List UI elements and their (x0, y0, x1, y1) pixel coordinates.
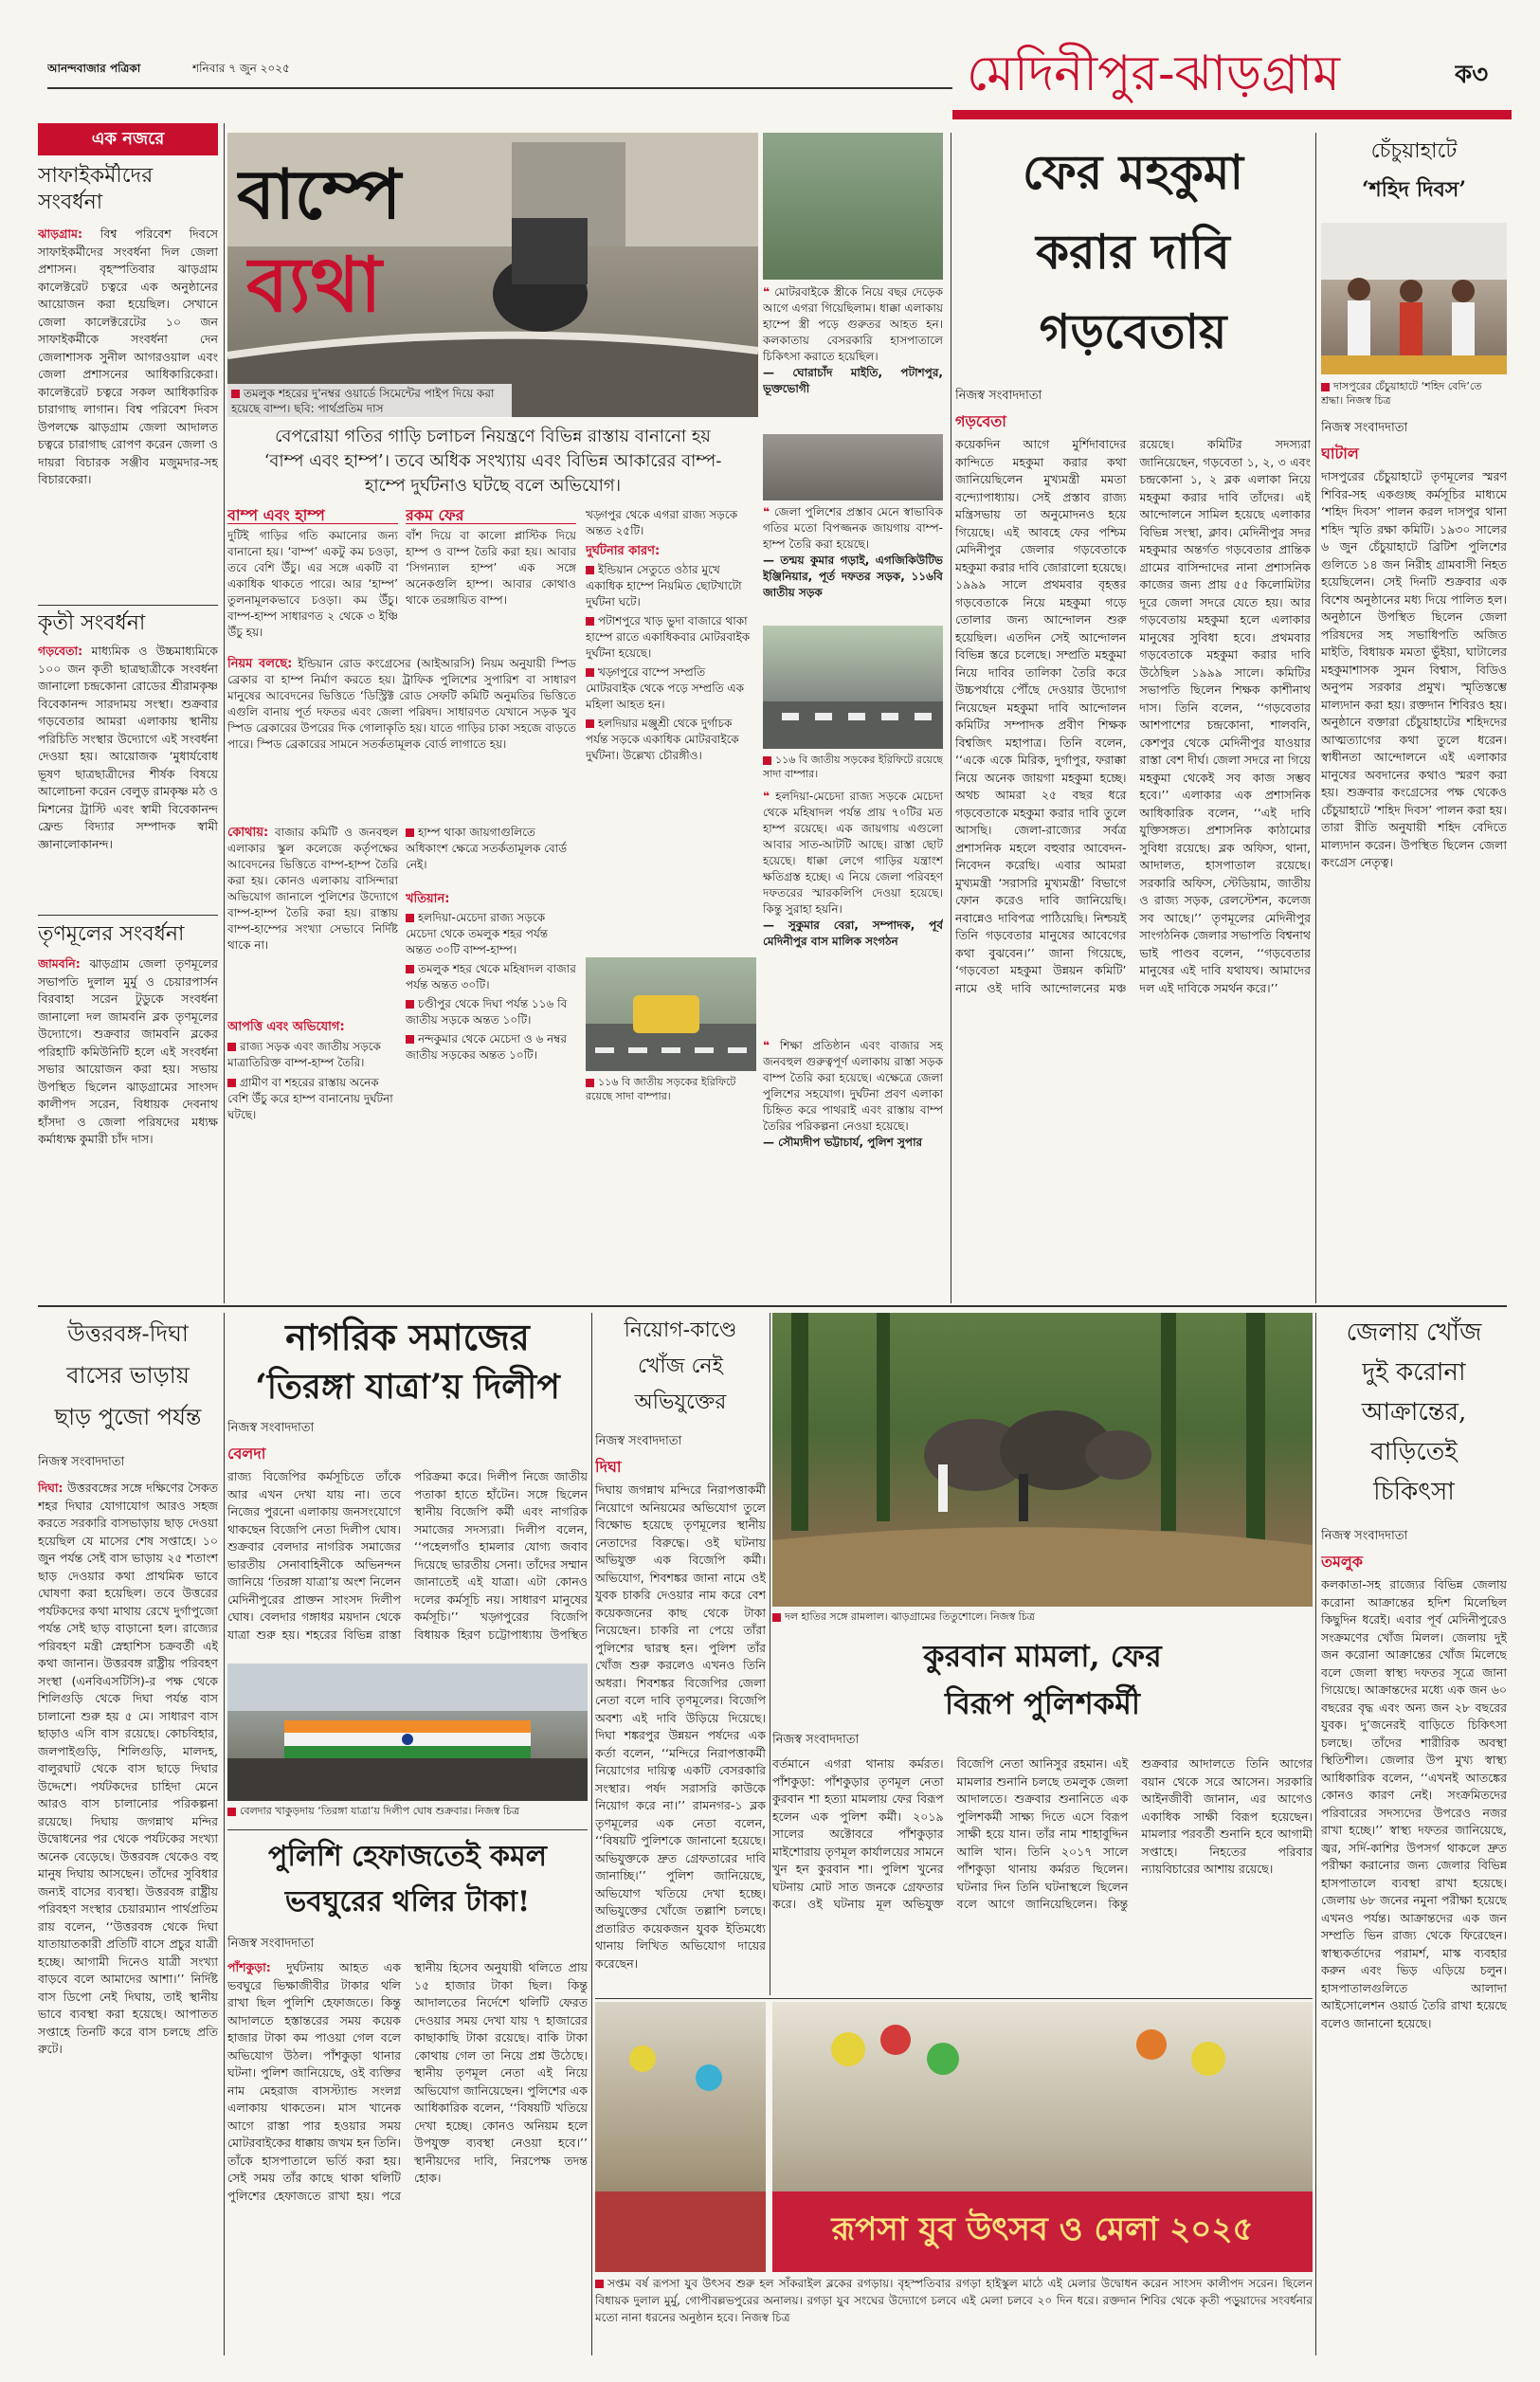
headline-line: বিরূপ পুলিশকর্মী (944, 1685, 1141, 1721)
quote-photo (763, 434, 943, 500)
quote-text: জেলা পুলিশের প্রস্তাব মেনে স্বাভাবিক গতির মতো বিপজ্জনক জায়গায় বাম্প-হাম্প তৈরি করা হয়েছে। (763, 505, 943, 551)
info-box-bump-hump (227, 507, 398, 649)
byline: নিজস্ব সংবাদদাতা (227, 1937, 315, 1951)
column-rule (1315, 133, 1316, 1303)
chechuahat-caption (1321, 379, 1507, 413)
quote-1 (763, 284, 943, 431)
garhbeta-headline (955, 133, 1311, 379)
accident-item (586, 716, 756, 764)
festival-side-photo (595, 2002, 766, 2272)
brief-body (38, 955, 218, 1297)
accident-item (586, 562, 756, 610)
masthead-rule (47, 87, 952, 89)
caption-text: তমলুক শহরের দু'নম্বর ওয়ার্ডে সিমেন্টের পাইপ দিয়ে করা হয়েছে বাম্প। ছবি: পার্থপ্রতিম দাস (231, 387, 495, 415)
info-box-text: বাঁশ দিয়ে বা কালো প্লাস্টিক দিয়ে হাম্প ও বাম্প তৈরি করা হয়। আবার ‘সিগন্যাল হাম্প’ এক সঙ্গে অনেকগুলি হাম্প। আবার কোথাও থাকে তরঙ্গায়িত বাম্প। (406, 529, 576, 607)
brief-place: গড়বেতা: (38, 644, 83, 658)
niyog-body: দিঘায় জগন্নাথ মন্দিরে নিরাপত্তাকর্মী নিয়োগে অনিয়মের অভিযোগ তুলে বিক্ষোভ হয়েছে তৃণমূলের স্থানীয় নেতাদের বিরুদ্ধে। ওই ঘটনায় অভিযুক্ত এক বিজেপি কর্মী। অভিযোগ, শিবশঙ্কর জানা নামে ওই যুবক চাকরি দেওয়ার নাম করে বেশ কয়েকজনের কাছ থেকে টাকা নিয়েছেন। চাকরি না পেয়ে তাঁরা পুলিশের দ্বারস্থ হন। পুলিশ তাঁর খোঁজ শুরু করলেও এখনও তিনি অধরা। শিবশঙ্কর বিজেপির জেলা নেতা বলে দাবি তৃণমূলের। বিজেপি অবশ্য এই দাবি উড়িয়ে দিয়েছে। দিঘা শঙ্করপুর উন্নয়ন পর্ষদের এক কর্তা বলেন, ‘‘মন্দিরে নিরাপত্তাকর্মী নিয়োগের দায়িত্ব একটি বেসরকারি সংস্থার। পর্ষদ সরাসরি কাউকে নিয়োগ করে না।’’ রামনগর-১ ব্লক তৃণমূলের এক নেতা বলেন, ‘‘বিষয়টি পুলিশকে জানানো হয়েছে। অভিযুক্তকে দ্রুত গ্রেফতারের দাবি জানাচ্ছি।’’ পুলিশ জানিয়েছে, অভিযোগ খতিয়ে দেখা হচ্ছে। অভিযুক্তের খোঁজে তল্লাশি চলছে। প্রতারিত কয়েকজন যুবক ইতিমধ্যে থানায় লিখিত অভিযোগ দায়ের করেছেন। (595, 1482, 766, 1971)
column-rule (1315, 1313, 1316, 2355)
niyog-headline (595, 1313, 766, 1427)
survey-text: নন্দকুমার থেকে মেচেদা ও ৬ নম্বর জাতীয় সড়কের অন্তত ১০টি। (406, 1032, 567, 1062)
info-box-title: বাম্প এবং হাম্প (227, 507, 398, 524)
quote-byline: — সৌম্যদীপ ভট্টাচার্য, পুলিশ সুপার (763, 1136, 923, 1149)
elephant-caption (772, 1609, 1313, 1628)
rules-text: ইন্ডিয়ান রোড কংগ্রেসের (আইআরসি) নিয়ম অনুযায়ী স্পিড ব্রেকার বা হাম্প নির্মাণ করতে হয়। ট্রাফিক পুলিশের সুপারিশ বা সাধারণ মানুষের আবেদনের ভিত্তিতে ‘ডিস্ট্রিক্ট রোড সেফটি কমিটি অনুমতির ভিত্তিতে এগুলি বানায় পূর্ত দফতর এবং জেলা পরিষদ। সাধারণত যেখানে সড়ক খুব স্পিড ব্রেকারের উপরের দিক গোলাকৃতি হয়। যাতে গাড়ির চাকা সহজে বাড়তে পারে। স্পিড ব্রেকারের সামনে সতর্কতামূলক বোর্ড লাগাতে হয়। (227, 657, 576, 751)
where-paragraph (227, 825, 398, 1014)
objection-item (227, 1075, 398, 1123)
road-photo-caption (763, 753, 943, 787)
headline-line: কুরবান মামলা, ফের (923, 1638, 1162, 1674)
tribute-illustration (1321, 223, 1507, 374)
quote-byline: — ঘোরাচাঁদ মাইতি, পটাশপুর, ভূক্তভোগী (763, 366, 943, 395)
info-box-text: দুটিই গাড়ির গতি কমানোর জন্য বানানো হয়। ‘বাম্প’ একটু কম চওড়া, তবে বেশি উঁচু। এর সঙ্গে একটি বা একাধিক থাকতে পারে। আর ‘হাম্প’ তুলনামূলকভাবে চওড়া। কম উঁচু। বাম্প-হাম্প সাধারণত ২ থেকে ৩ ইঞ্চি উঁচু হয়। (227, 529, 398, 639)
headline-line: চিকিৎসা (1373, 1478, 1455, 1506)
festival-banner: রূপসা যুব উৎসব ও মেলা ২০২৫ (831, 2210, 1254, 2248)
accident-text: খড়্গপুরে বাম্পে সম্প্রতি মোটরবাইক থেকে পড়ে সম্প্রতি এক মহিলা আহত হন। (586, 665, 745, 711)
survey-item (406, 910, 576, 958)
caption-text: বেলদার খাকুড়দায় ‘তিরঙ্গা যাত্রা’য় দিলীপ ঘোষ শুক্রবার। নিজস্ব চিত্র (240, 1805, 520, 1817)
survey-label: খতিয়ান: (406, 892, 450, 906)
section-title: মেদিনীপুর-ঝাড়গ্রাম (967, 45, 1341, 102)
headline-line: অভিযুক্তের (634, 1391, 727, 1414)
bump-story (227, 133, 948, 1299)
brief-body (38, 226, 218, 605)
caption-text: ১১৬ বি জাতীয় সড়কের ইরিফিটে রয়েছে সাদা বাম্পার। (586, 1076, 736, 1102)
dateline: ঘাটাল (1321, 445, 1359, 463)
accident-list (586, 507, 756, 953)
quote-byline: — তন্ময় কুমার গড়াই, এগজিকিউটিভ ইঞ্জিনিয়ার, পূর্ত দফতর সড়ক, ১১৬বি জাতীয় সড়ক (763, 554, 943, 599)
headline-line: চেঁচুয়াহাটে (1370, 139, 1458, 163)
ek-najare-column (38, 123, 218, 1303)
byline: নিজস্ব সংবাদদাতা (772, 1733, 860, 1747)
caption-text: সপ্তম বর্ষ রূপসা যুব উৎসব শুরু হল সাঁকরাইল ব্লকের রগড়ায়। বৃহস্পতিবার রগড়া হাইস্কুল মাঠে এই মেলার উদ্বোধন করেন সাংসদ কালীপদ সরেন। ছিলেন বিধায়ক দুলাল মুর্মু, গোপীবল্লভপুরের অনালয়। রগড়া যুব সংঘের উদ্যোগে চলবে এই মেলা চলবে ২০ দিন ধরে। রক্তদান শিবির থেকে কৃতী পড়ুয়াদের সংবর্ধনার মতো নানা ধরনের অনুষ্ঠান হবে। নিজস্ব চিত্র (595, 2277, 1313, 2324)
headline-line: ছাড় পুজো পর্যন্ত (54, 1404, 202, 1430)
column-rule (224, 1313, 225, 2355)
quote-byline: — সুকুমার বেরা, সম্পাদক, পূর্ব মেদিনীপুর বাস মালিক সংগঠন (763, 918, 943, 948)
objection-text: গ্রামীণ বা শহরের রাস্তায় অনেক বেশি উঁচু করে হাম্প বানানোয় দুর্ঘটনা ঘটছে। (227, 1076, 393, 1121)
survey-item (406, 961, 576, 993)
rules-paragraph (227, 656, 576, 817)
caption-text: দল হাতির সঙ্গে রামলাল। ঝাড়গ্রামের তিতুশোলে। নিজস্ব চিত্র (785, 1610, 1035, 1623)
corona-headline (1321, 1313, 1507, 1521)
headline-line: ফের মহকুমা (1022, 144, 1243, 200)
brief-text: মাধ্যমিক ও উচ্চমাধ্যমিকে ১০০ জন কৃতী ছাত্রছাত্রীকে সংবর্ধনা জানালো চন্দ্রকোনা রোডের শ্রীরামকৃষ্ণ বিবেকানন্দ সারদাময় সংস্থা। শুক্রবার গড়বেতার আমরা এলাকায় স্থানীয় পরিচিতি সংস্থার উদ্যোগে এই সংবর্ধনা দেওয়া হয়। আয়োজক ‘মুধার্যবোধ ভূষণ ছাত্রছাত্রীদের শীর্ষক বিষয়ে আলোচনা করেন বেলুড় রামকৃষ্ণ মঠ ও মিশনের ট্রাস্টি এবং স্বামী বিবেকানন্দ ফ্রেন্ড বিদ্যার সম্পাদক স্বামী জ্ঞানালোকানন্দ। (38, 644, 218, 851)
section-divider (227, 1829, 588, 1830)
bullet-marker (227, 1043, 236, 1051)
brief-text: ঝাড়গ্রাম জেলা তৃণমূলের সভাপতি দুলাল মুর্মু ও চেয়ারপার্সন বিরবাহা সরেন টুডুকে সংবর্ধনা জানালো দল জামবনি ব্লক তৃণমূলের উদ্যোগে। শুক্রবার জামবনি ব্লকের পরিহাটি কমিউনিটি হলে এই সংবর্ধনা সভার আয়োজন করা হয়। সভায় উপস্থিত ছিলেন ঝাড়গ্রামের সাংসদ কালীপদ সরেন, বিধায়ক দেবনাথ হাঁসদা ও জেলা পরিষদের মধ্যক্ষ কর্মাধ্যক্ষ কুমারী চাঁদ দাস। (38, 956, 218, 1146)
byline: নিজস্ব সংবাদদাতা (38, 1455, 125, 1469)
car-bump-illustration (586, 957, 756, 1071)
elephant-herd-illustration (772, 1313, 1313, 1607)
uttarbanga-body (38, 1480, 218, 2352)
bullet-marker (586, 719, 594, 728)
bullet-marker (406, 965, 414, 973)
quote-4 (763, 1038, 943, 1284)
accident-text: হলদিয়ার মঞ্জুশ্রী থেকে দুর্গাচক পর্যন্ত সড়কে একাধিক মোটরবাইকে দুর্ঘটনা। উল্লেখ্য চৌরঙ্গীও। (586, 717, 739, 762)
car-photo (586, 957, 756, 1071)
section-divider (38, 1305, 1507, 1307)
qurban-headline (772, 1632, 1313, 1727)
quote-text: মোটরবাইকে স্ত্রীকে নিয়ে বছর দেড়েক আগে এগরা গিয়েছিলাম। ধাক্কা এলাকায় হাম্পে স্ত্রী পড়ে গুরুতর আহত হন। কলকাতায় বেসরকারি হাসপাতালে চিকিৎসা করাতে হয়েছিল। (763, 285, 943, 363)
body-text: উত্তরবঙ্গের সঙ্গে দক্ষিণের সৈকত শহর দিঘার যোগাযোগ আরও সহজ করতে সরকারি বাসভাড়ায় ছাড় দেওয়া হয়েছিল যে মাসের শেষ সপ্তাহে। ১০ জুন পর্যন্ত সেই বাস ভাড়ায় ২৫ শতাংশ ছাড় দেওয়ার কথা প্রাথমিক ভাবে ঘোষণা করা হয়েছিল। তবে উত্তরের পর্যটকদের কথা মাথায় রেখে দুর্গাপুজো পর্যন্ত সেই ছাড় বাড়ানো হল। রাজ্যের পরিবহণ মন্ত্রী স্নেহাশিস চক্রবর্তী এই কথা জানান। উত্তরবঙ্গ রাষ্ট্রীয় পরিবহণ সংস্থা (এনবিএসটিসি)-র পক্ষ থেকে শিলিগুড়ি থেকে দিঘা পর্যন্ত বাস চালানো শুরু হয় ৫ মে। সাধারণ বাস ছাড়াও এসি বাস রয়েছে। কোচবিহার, জলপাইগুড়ি, শিলিগুড়ি, মালদহ, বালুরঘাট থেকে বাস ছাড়ে দিঘার উদ্দেশে। পর্যটকদের চাহিদা মেনে আরও বাস চালানোর পরিকল্পনা রয়েছে। দিঘায় জগন্নাথ মন্দির উদ্বোধনের পর থেকে পর্যটকের সংখ্যা অনেক বেড়েছে। উত্তরবঙ্গ থেকেও বহু মানুষ দিঘায় আসছেন। তাঁদের সুবিধার জন্যই বাসের ব্যবস্থা। উত্তরবঙ্গ রাষ্ট্রীয় পরিবহণ সংস্থার চেয়ারম্যান পার্থপ্রতিম রায় বলেন, ‘‘উত্তরবঙ্গ থেকে দিঘা যাতায়াতকারী প্রতিটি বাসে প্রচুর যাত্রী হচ্ছে। আগামী দিনেও যাত্রী সংখ্যা বাড়বে বলে আমাদের আশা।’’ নির্দিষ্ট বাস ডিপো নেই দিঘায়, তাই স্থানীয় ভাবে ব্যবস্থা করা হয়েছে। আপাতত সপ্তাহে তিনটি করে বাস চলছে প্রতি রুটে। (38, 1481, 218, 2056)
dateline: গড়বেতা (955, 412, 1006, 430)
road-photo (763, 626, 943, 749)
byline: নিজস্ব সংবাদদাতা (227, 1421, 315, 1435)
tiranga-caption (227, 1804, 588, 1823)
bullet-marker (586, 668, 594, 677)
bullet-marker (227, 1079, 236, 1087)
where-text: বাজার কমিটি ও জনবহুল এলাকার স্কুল কলেজে কর্তৃপক্ষের আবেদনের ভিত্তিতে বাম্প-হাম্প তৈরি করা হয়। কোনও এলাকায় বাসিন্দারা অভিযোগ জানালে পুলিশের উদ্যোগে বাম্প-হাম্প তৈরি করা হয়। রাস্তায় বাম্প-হাম্পের সংখ্যা সেভাবে নির্দিষ্ট থাকে না। (227, 826, 398, 952)
divider (38, 605, 218, 606)
headline-line: পুলিশি হেফাজতেই কমল (267, 1840, 548, 1873)
survey-list (406, 891, 576, 1270)
bullet-marker (586, 617, 594, 626)
objections-label: আপত্তি এবং অভিযোগ: (227, 1020, 345, 1034)
caption-marker (595, 2280, 604, 2288)
tiranga-photo (227, 1664, 588, 1801)
tiranga-body: রাজ্য বিজেপির কর্মসূচিতে তাঁকে আর এখন দেখা যায় না। তবে নিজের পুরনো এলাকায় জনসংযোগে থাকছেন বিজেপি নেতা দিলীপ ঘোষ। শুক্রবার বেলদার নাগরিক সমাজের ভারতীয় সেনাবাহিনীকে অভিনন্দন জানিয়ে ‘তিরঙ্গা যাত্রা’য় অংশ নিলেন মেদিনীপুরের প্রাক্তন সাংসদ দিলীপ ঘোষ। বেলদার গঙ্গাধর ময়দান থেকে যাত্রা শুরু হয়। শহরের বিভিন্ন রাস্তা পরিক্রমা করে। দিলীপ নিজে জাতীয় পতাকা হাতে হাঁটেন। সঙ্গে ছিলেন স্থানীয় বিজেপি কর্মী এবং নাগরিক সমাজের সদস্যরা। দিলীপ বলেন, ‘‘পহেলগাঁও হামলার যোগ্য জবাব দিয়েছে ভারতীয় সেনা। তাঁদের সম্মান জানাতেই এই যাত্রা। এটা কোনও দলের কর্মসূচি নয়। সাধারণ মানুষের কর্মসূচি।’’ খড়্গপুরের বিজেপি বিধায়ক হিরণ চট্টোপাধ্যায় উপস্থিত (227, 1469, 588, 1642)
corona-body: কলকাতা-সহ রাজ্যের বিভিন্ন জেলায় করোনা আক্রান্তের হদিশ মিলেছিল কিছুদিন ধরেই। এবার পূর্ব মেদিনীপুরেও সংক্রমণের খোঁজ মিলল। জেলায় দুই জন করোনা আক্রান্তের খোঁজ মিলেছে বলে জেলা স্বাস্থ্য দফতর সূত্রে জানা গিয়েছে। আক্রান্তদের মধ্যে এক জন ৬০ বছরের বৃদ্ধ এবং অন্য জন ২৮ বছরের যুবক। দু’জনেরই বাড়িতে চিকিৎসা চলছে। তাঁদের শারীরিক অবস্থা স্থিতিশীল। জেলার উপ মুখ্য স্বাস্থ্য আধিকারিক বলেন, ‘‘এখনই আতঙ্কের কোনও কারণ নেই। সংক্রমিতদের পরিবারের সদস্যদের উপরেও নজর রাখা হচ্ছে।’’ স্বাস্থ্য দফতর জানিয়েছে, জ্বর, সর্দি-কাশির উপসর্গ থাকলে দ্রুত পরীক্ষা করানোর জন্য জেলার বিভিন্ন হাসপাতালে ব্যবস্থা রাখা হয়েছে। জেলায় ৬৮ জনের নমুনা পরীক্ষা হয়েছে এখনও পর্যন্ত। আক্রান্তদের এক জন সম্প্রতি ভিন রাজ্য থেকে ফিরেছেন। স্বাস্থ্যকর্তাদের পরামর্শ, মাস্ক ব্যবহার করুন এবং ভিড় এড়িয়ে চলুন। হাসপাতালগুলিতে আলাদা আইসোলেশন ওয়ার্ড তৈরি রাখা হয়েছে বলেও জানানো হয়েছে। (1321, 1577, 1507, 2030)
headline-line: ভবঘুরের থলির টাকা! (284, 1885, 531, 1918)
survey-text: খড়্গপুর থেকে এগরা রাজ্য সড়কে অন্তত ২৫টি। (586, 508, 738, 537)
headline-line: করার দাবি (1036, 224, 1230, 280)
headline-line: খোঁজ নেই (638, 1355, 723, 1378)
survey-item (586, 507, 756, 539)
page-number: ক৩ (1455, 61, 1489, 89)
accident-item (586, 613, 756, 662)
quote-text: হলদিয়া-মেচেদা রাজ্য সড়কে মেচেদা থেকে মহিষাদল পর্যন্ত প্রায় ৭০টির মত হাম্প রয়েছে। এক জায়গায় এগুলো আবার সাত-আটটি আছে। রাস্তা ছোট হয়েছে। ধাক্কা লেগে গাড়ির যন্ত্রাংশ ক্ষতিগ্রস্ত হচ্ছে। এ নিয়ে জেলা পরিবহণ দফতরের স্মারকলিপি দেওয়া হয়েছে। কিন্তু সুরাহা হয়নি। (763, 790, 943, 916)
survey-text: চণ্ডীপুর থেকে দিঘা পর্যন্ত ১১৬ বি জাতীয় সড়কে অন্তত ১০টি। (406, 997, 568, 1027)
police-headline (227, 1834, 588, 1929)
byline: নিজস্ব সংবাদদাতা (1321, 1529, 1408, 1543)
survey-text: হলদিয়া-মেচেদা রাজ্য সড়কে মেচেদা থেকে তমলুক শহর পর্যন্ত অন্তত ৩০টি বাম্প-হাম্প। (406, 911, 549, 956)
headline-line: আক্রান্তের, (1361, 1398, 1467, 1427)
headline-line: উত্তরবঙ্গ-দিঘা (67, 1320, 189, 1347)
caption-marker (772, 1613, 781, 1622)
info-box-title: রকম ফের (406, 507, 576, 524)
tiranga-story (227, 1313, 588, 1825)
bullet-marker (406, 1035, 414, 1044)
headline-line: গড়বেতায় (1039, 303, 1227, 359)
quote-3 (763, 789, 943, 1035)
bullet-marker (586, 566, 594, 574)
board-note (406, 825, 576, 882)
accident-label: দুর্ঘটনার কারণ: (586, 544, 661, 558)
caption-marker (763, 756, 771, 765)
ek-najare-label: এক নজরে (38, 123, 218, 155)
info-box-types (406, 507, 576, 649)
dateline: পাঁশকুড়া: (227, 1960, 271, 1974)
byline: নিজস্ব সংবাদদাতা (1321, 421, 1408, 435)
paper-name: আনন্দবাজার পত্রিকা (47, 62, 141, 75)
objection-item (227, 1039, 398, 1071)
quote-icon: ❝ (763, 505, 774, 518)
chechuahat-photo (1321, 223, 1507, 374)
issue-date: শনিবার ৭ জুন ২০২৫ (192, 62, 290, 75)
headline-line: ‘শহিদ দিবস’ (1361, 177, 1467, 202)
objections-list (227, 1019, 398, 1275)
quote-2 (763, 504, 943, 618)
byline: নিজস্ব সংবাদদাতা (595, 1434, 682, 1448)
section-red-bar (952, 110, 1512, 119)
tiranga-headline-2: ‘তিরঙ্গা যাত্রা’য় দিলীপ (255, 1367, 560, 1407)
caption-marker (227, 1808, 236, 1816)
bump-photo-caption (227, 384, 512, 418)
accident-text: ইন্ডিয়ান সেতুতে ওঠার মুখে একাধিক হাম্পে নিয়মিত ছোটখাটো দুর্ঘটনা ঘটে। (586, 563, 742, 609)
where-label: কোথায়: (227, 826, 269, 840)
corona-story (1321, 1313, 1507, 2355)
uttarbanga-headline (38, 1313, 218, 1446)
brief-title: কৃতী সংবর্ধনা (38, 611, 146, 635)
brief-place: জামবনি: (38, 956, 81, 971)
car-photo-caption (586, 1075, 756, 1109)
quote-icon: ❝ (763, 790, 776, 803)
headline-line: জেলায় খোঁজ (1346, 1318, 1482, 1347)
caption-marker (586, 1079, 594, 1087)
bullet-marker (406, 828, 414, 837)
qurban-story (772, 1632, 1313, 1997)
masthead (0, 0, 1540, 128)
dateline: তমলুক (1321, 1553, 1364, 1571)
brief-text: বিশ্ব পরিবেশ দিবসে সাফাইকর্মীদের সংবর্ধনা দিল জেলা প্রশাসন। বৃহস্পতিবার ঝাড়গ্রাম কালেক্টরেট চত্বরে এক অনুষ্ঠানের আয়োজন করা হয়েছিল। সেখানে জেলা কালেক্টরেটের ১০ জন সাফাইকর্মীকে সংবর্ধনা দেন জেলাশাসক সুনীল আগরওয়াল এবং জেলা প্রশাসনের আধিকারিকেরা। কালেক্টরেট চত্বরে সকল আধিকারিক চারাগাছ লাগান। বিশ্ব পরিবেশ দিবস উপলক্ষে ঝাড়গ্রাম জেলা আদালত চত্বরে চারাগাছ রোপণ করেন জেলা ও দায়রা বিচারক সঞ্জীব মজুমদার-সহ বিচারকেরা। (38, 227, 218, 486)
bump-deck: বেপরোয়া গতির গাড়ি চলাচল নিয়ন্ত্রণে বিভিন্ন রাস্তায় বানানো হয় ‘বাম্প এবং হাম্প’। তবে অধিক সংখ্যায় এবং বিভিন্ন আকারের বাম্প-হাম্পে দুর্ঘটনাও ঘটছে বলে অভিযোগ। (263, 427, 722, 496)
headline-line: নিয়োগ-কাণ্ডে (624, 1318, 737, 1342)
police-body (227, 1959, 588, 2348)
body-text: দুর্ঘটনায় আহত এক ভবঘুরে ভিক্ষাজীবীর টাকার থলি রাখা ছিল পুলিশি হেফাজতে। কিন্তু আদালতে হস্তান্তরের সময় কয়েক হাজার টাকা কম পাওয়া গেল বলে অভিযোগ উঠল। পাঁশকুড়া থানার ঘটনা। পুলিশ জানিয়েছে, ওই ব্যক্তির নাম মেহরাজ বাসস্ট্যান্ড সংলগ্ন এলাকায় থাকতেন। মাস খানেক আগে রাস্তা পার হওয়ার সময় মোটরবাইকের ধাক্কায় জখম হন তিনি। তাঁকে হাসপাতালে ভর্তি করা হয়। সেই সময় তাঁর কাছে থাকা থলিটি পুলিশের হেফাজতে রাখা হয়। পরে স্থানীয় হিসেব অনুযায়ী থলিতে প্রায় ১৫ হাজার টাকা ছিল। কিন্তু আদালতের নির্দেশে থলিটি ফেরত দেওয়ার সময় দেখা যায় ৭ হাজারের কাছাকাছি টাকা রয়েছে। বাকি টাকা কোথায় গেল তা নিয়ে প্রশ্ন উঠেছে। স্থানীয় তৃণমূল নেতা এই নিয়ে অভিযোগ জানিয়েছেন। পুলিশের এক আধিকারিক বলেন, ‘‘বিষয়টি খতিয়ে দেখা হচ্ছে। কোনও অনিয়ম হলে উপযুক্ত ব্যবস্থা নেওয়া হবে।’’ স্থানীয়দের দাবি, নিরপেক্ষ তদন্ত হোক। (227, 1960, 588, 2203)
headline-line: দুই করোনা (1362, 1358, 1466, 1387)
chechuahat-body: দাসপুরের চেঁচুয়াহাটে তৃণমূলের স্মরণ শিবির-সহ একগুচ্ছ কর্মসূচির মাধ্যমে ‘শহিদ দিবস’ পালন করল দাসপুর থানা শহিদ স্মৃতি রক্ষা কমিটি। ১৯৩০ সালের ৬ জুন চেঁচুয়াহাটে ব্রিটিশ পুলিশের গুলিতে ১৪ জন নিরীহ গ্রামবাসী নিহত হয়েছিলেন। সেই দিনটি শুক্রবার এক বিশেষ অনুষ্ঠানের মধ্য দিয়ে পালিত হল। অনুষ্ঠানে উপস্থিত ছিলেন জেলা পরিষদের সহ সভাধিপতি অজিত মাইতি, বিধায়ক মমতা ভুঁইয়া, ঘাটালের মহকুমাশাসক সুমন বিশ্বাস, বিডিও অনুপম সরকার প্রমুখ। স্মৃতিস্তম্ভে মাল্যদান করা হয়। রক্তদান শিবিরও হয়। অনুষ্ঠানে বক্তারা চেঁচুয়াহাটের শহিদদের আত্মত্যাগের কথা তুলে ধরেন। স্বাধীনতা আন্দোলনে এই এলাকার মানুষের অবদানের কথাও স্মরণ করা হয়। শুক্রবার কংগ্রেসের পক্ষ থেকেও চেঁচুয়াহাটে ‘শহিদ দিবস’ পালন করা হয়। তারা রীতি অনুযায়ী শহিদ বেদিতে মাল্যদান করেন। উপস্থিত ছিলেন জেলা কংগ্রেস নেতৃত্ব। (1321, 469, 1507, 869)
board-note-text: হাম্প থাকা জায়গাগুলিতে অধিকাংশ ক্ষেত্রে সতর্কতামূলক বোর্ড নেই। (406, 826, 568, 871)
byline: নিজস্ব সংবাদদাতা (955, 389, 1042, 403)
brief-place: ঝাড়গ্রাম: (38, 227, 82, 241)
bullet-marker (406, 914, 414, 922)
divider (38, 915, 218, 916)
festival-caption (595, 2275, 1313, 2355)
police-custody-story (227, 1834, 588, 2355)
section-divider (595, 1998, 1313, 1999)
dateline: দিঘা (595, 1458, 622, 1476)
qurban-body: বর্তমানে এগরা থানায় কর্মরত। পাঁশকুড়া: পাঁশকুড়ার তৃণমূল নেতা কুরবান শা হত্যা মামলায় ফের বিরূপ হলেন এক পুলিশ কর্মী। ২০১৯ সালের অক্টোবরে পাঁশকুড়ার মাইশোরায় তৃণমূল কার্যালয়ের সামনে খুন হন কুরবান শা। পুলিশ খুনের ঘটনায় মোট সাত জনকে গ্রেফতার করে। ওই ঘটনায় মূল অভিযুক্ত বিজেপি নেতা আনিসুর রহমান। এই মামলার শুনানি চলছে তমলুক জেলা আদালতে। শুক্রবার শুনানিতে এক পুলিশকর্মী সাক্ষ্য দিতে এসে বিরূপ সাক্ষী হয়ে যান। তাঁর নাম শাহাবুদ্দিন আলি খান। তিনি ২০১৭ সালে পাঁশকুড়া থানায় কর্মরত ছিলেন। ঘটনার দিন তিনি ঘটনাস্থলে ছিলেন বলে আগে জানিয়েছিলেন। কিন্তু শুক্রবার আদালতে তিনি আগের বয়ান থেকে সরে আসেন। সরকারি আইনজীবী জানান, এর আগেও একাধিক সাক্ষী বিরূপ হয়েছেন। মামলার পরবর্তী শুনানি হবে আগামী সপ্তাহে। নিহতের পরিবার ন্যায়বিচারের আশায় রয়েছে। (772, 1756, 1313, 1911)
column-rule (591, 1313, 592, 2355)
niyog-story (595, 1313, 766, 1995)
caption-marker (231, 390, 240, 398)
objection-text: রাজ্য সড়ক এবং জাতীয় সড়কে মাত্রাতিরিক্ত বাম্প-হাম্প তৈরি। (227, 1040, 381, 1069)
zebra-bump-illustration (763, 626, 943, 749)
dateline: বেলদা (227, 1445, 266, 1463)
rules-label: নিয়ম বলছে: (227, 657, 293, 671)
elephant-photo (772, 1313, 1313, 1607)
quote-text: শিক্ষা প্রতিষ্ঠান এবং বাজার সহ জনবহুল গুরুত্বপূর্ণ এলাকায় রাস্তা সড়ক বাম্প তৈরি করা হয়েছে। এক্ষেত্রে জেলা পুলিশের সহযোগ। দুর্ঘটনা প্রবণ এলাকা চিহ্নিত করে পাথরাই এবং রাস্তায় বাম্প তৈরির পরিকল্পনা নেওয়া হয়েছে। (763, 1039, 943, 1133)
dateline: দিঘা: (38, 1481, 63, 1495)
column-rule (224, 123, 225, 1303)
garhbeta-body: কয়েকদিন আগে মুর্শিদাবাদের কান্দিতে মহকুমা করার কথা জানিয়েছিলেন মুখ্যমন্ত্রী মমতা বন্দ্যোপাধ্যায়। সেই প্রস্তাব রাজ্য মন্ত্রিসভায় তা অনুমোদনও হয়ে গিয়েছে। এই আবহে ফের পশ্চিম মেদিনীপুর জেলার গড়বেতাকে মহকুমা করার দাবি জোরালো হয়েছে। ১৯৯৯ সালে প্রথমবার বৃহত্তর গড়বেতাকে নিয়ে মহকুমা গড়ে তোলার জন্য আন্দোলন শুরু হয়েছিল। এতদিন সেই আন্দোলন বিভিন্ন স্তরে চলেছে। সম্প্রতি মহকুমা নিয়ে দাবির তালিকা তৈরি করে উচ্চপর্যায়ে পৌঁছে দেওয়ার উদ্যোগ নিয়েছেন মহকুমা দাবি আন্দোলন কমিটির সম্পাদক প্রবীণ শিক্ষক বিশ্বজিৎ মহাপাত্র। তিনি বলেন, ‘‘একে একে মিরিক, দুর্গাপুর, ফরাক্কা নিয়ে অনেক জায়গা মহকুমা হচ্ছে। অথচ আমরা ২৫ বছর ধরে গড়বেতাকে মহকুমা করার দাবি তুলে আসছি। জেলা-রাজ্যের সর্বত্র প্রশাসনিক মহলে বহুবার আবেদন-নিবেদন করেছি। এবার আমরা মুখ্যমন্ত্রী ‘সরাসরি মুখ্যমন্ত্রী’ বিভাগে ফোন করেও দাবি জানিয়েছি। নবান্নেও দাবিপত্র পাঠিয়েছি। নিশ্চয়ই তিনি গড়বেতার মানুষের আবেগের কথা বুঝবেন।’’ জানা গিয়েছে, ‘গড়বেতা মহকুমা উন্নয়ন কমিটি’ নামে ওই দাবি আন্দোলনের মঞ্চ রয়েছে। কমিটির সদস্যরা জানিয়েছেন, গড়বেতা ১, ২, ৩ এবং চন্দ্রকোনা ১, ২ ব্লক এলাকা নিয়ে মহকুমা করার দাবি তাঁদের। এই আন্দোলনে সামিল হয়েছে এলাকার বিভিন্ন সংস্থা, ক্লাব। মেদিনীপুর সদর মহকুমার অন্তর্গত গড়বেতার প্রান্তিক গ্রামের বাসিন্দাদের নানা প্রশাসনিক কাজের জন্য প্রায় ৫৫ কিলোমিটার দূরে জেলা সদরে যেতে হয়। আর গড়বেতায় মহকুমা হলে এলাকার মানুষের সুবিধা হবে। প্রথমবার গড়বেতাকে মহকুমা করার দাবি উঠেছিল ১৯৯৯ সালে। কমিটির সভাপতি ছিলেন শিক্ষক কাশীনাথ দাস। তিনি বলেন, ‘‘গড়বেতার আশপাশের চন্দ্রকোনা, শালবনি, কেশপুর থেকে মেদিনীপুর যাওয়ার রাস্তা বেশ দীর্ঘ। জেলা সদরে না গিয়ে মহকুমা থেকেই সব কাজ সম্ভব হবে।’’ এলাকার এক প্রশাসনিক আধিকারিক বলেন, ‘‘এই দাবি যুক্তিসঙ্গত। প্রশাসনিক কাঠামোর সুবিধা রয়েছে। ব্লক অফিস, থানা, আদালত, হাসপাতাল রয়েছে। সরকারি অফিস, স্টেডিয়াম, জাতীয় ও রাজ্য সড়ক, রেলস্টেশন, কলেজ সব আছে।’’ তৃণমূলের মেদিনীপুর সাংগঠনিক জেলার সভাপতি বিশ্বনাথ ভাই পাণ্ডব বলেন, ‘‘গড়বেতার মানুষের এই দাবি যথাযথ। আমাদের দল এই দাবিকে সমর্থন করে।’’ (955, 437, 1311, 995)
survey-text: তমলুক শহর থেকে মহিষাদল বাজার পর্যন্ত অন্তত ৩০টি। (406, 962, 576, 991)
headline-line: বাড়িতেই (1370, 1438, 1458, 1466)
bump-headline-2: ব্যথা (246, 240, 382, 329)
accident-item (586, 664, 756, 713)
quote-icon: ❝ (763, 1039, 780, 1052)
uttarbanga-story (38, 1313, 218, 2355)
brief-title: সাফাইকর্মীদের সংবর্ধনা (38, 164, 154, 214)
chechuahat-story (1321, 133, 1507, 1303)
rally-illustration (227, 1664, 588, 1801)
survey-item (406, 1031, 576, 1064)
quote-photo (763, 133, 943, 280)
bullet-marker (406, 1000, 414, 1009)
accident-text: পটাশপুরে খাড় ভুদা বাজারে থাকা হাম্পে রাতে একাধিকবার মোটরবাইক দুর্ঘটনা হয়েছে। (586, 614, 751, 660)
caption-marker (1321, 383, 1330, 391)
brief-title: তৃণমূলের সংবর্ধনা (38, 922, 185, 946)
caption-text: ১১৬ বি জাতীয় সড়কের ইরিফিটে রয়েছে সাদা বাম্পার। (763, 754, 943, 780)
bump-quotes (763, 133, 943, 1289)
bump-headline-1: বাম্পে (237, 154, 402, 234)
survey-item (406, 996, 576, 1028)
garhbeta-story (955, 133, 1311, 1303)
crowd-illustration (595, 2002, 766, 2272)
chechuahat-headline (1321, 133, 1507, 218)
quote-icon: ❝ (763, 285, 775, 299)
headline-line: বাসের ভাড়ায় (66, 1362, 190, 1389)
tiranga-headline-1: নাগরিক সমাজের (285, 1316, 530, 1358)
caption-text: দাসপুরের চেঁচুয়াহাটে ‘শহিদ বেদি’তে শ্রদ্ধা। নিজস্ব চিত্র (1321, 380, 1482, 407)
